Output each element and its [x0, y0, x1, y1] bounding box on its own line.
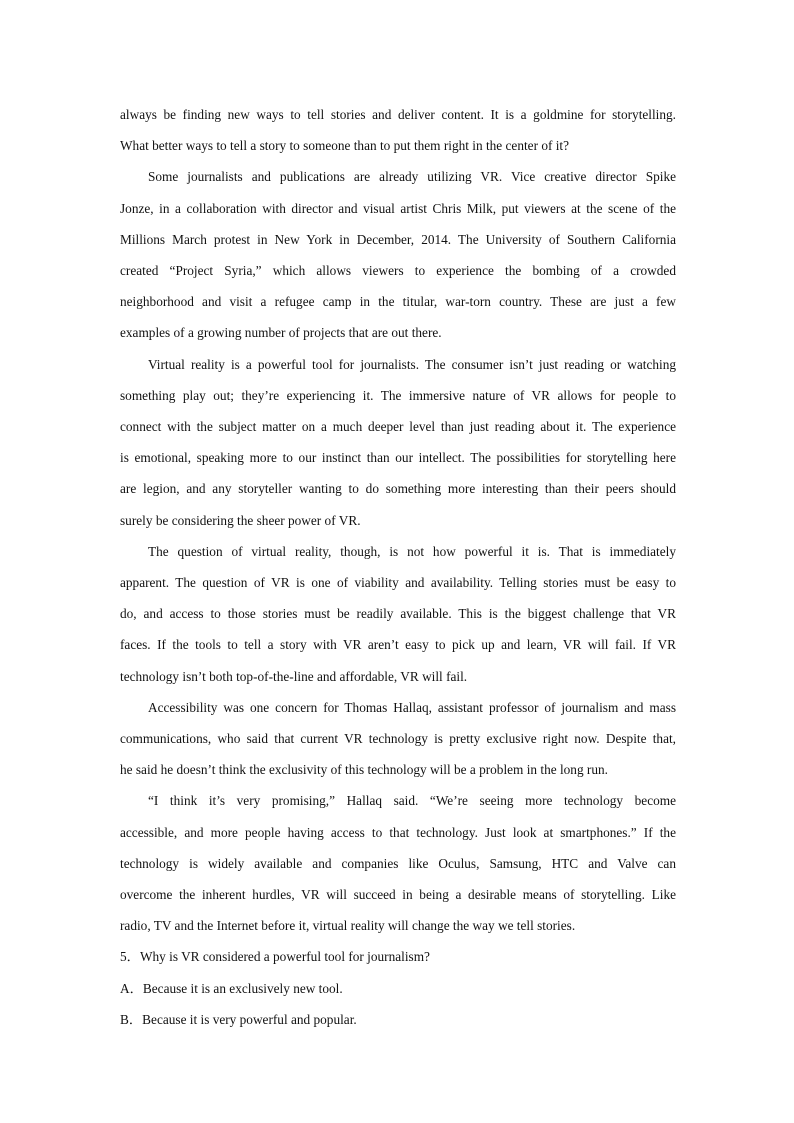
- text-line: overcome the inherent hurdles, VR will succeed in being a desirable means of storytelling. Like: [120, 887, 676, 903]
- text-line: “I think it’s very promising,” Hallaq said. “We’re seeing more technology become: [148, 793, 676, 809]
- option-letter: B．: [120, 1011, 143, 1027]
- text-line: Virtual reality is a powerful tool for journalists. The consumer isn’t just reading or watching: [148, 356, 676, 372]
- question-5: [120, 941, 676, 972]
- article-paragraph: [120, 99, 676, 161]
- article-paragraph: [120, 785, 676, 941]
- text-line: created “Project Syria,” which allows viewers to experience the bombing of a crowded: [120, 263, 676, 279]
- article-body: [120, 99, 676, 1035]
- text-line: The question of virtual reality, though, is not how powerful it is. That is immediately: [148, 543, 676, 559]
- text-line: examples of a growing number of projects that are out there.: [120, 325, 442, 341]
- text-line: connect with the subject matter on a much deeper level than just reading about it. The experience: [120, 419, 676, 435]
- text-line: Some journalists and publications are already utilizing VR. Vice creative director Spike: [148, 169, 676, 185]
- text-line: always be finding new ways to tell stories and deliver content. It is a goldmine for storytelling.: [120, 107, 676, 122]
- text-line: Jonze, in a collaboration with director and visual artist Chris Milk, put viewers at the scene of the: [120, 200, 676, 216]
- text-line: something play out; they’re experiencing it. The immersive nature of VR allows for people to: [120, 387, 676, 403]
- text-line: do, and access to those stories must be readily available. This is the biggest challenge that VR: [120, 606, 676, 622]
- article-paragraph: [120, 161, 676, 348]
- option-text: Because it is very powerful and popular.: [142, 1011, 357, 1027]
- text-line: is emotional, speaking more to our instinct than our intellect. The possibilities for storytelling here: [120, 450, 676, 466]
- text-line: accessible, and more people having access to that technology. Just look at smartphones.” If the: [120, 824, 676, 840]
- text-line: technology isn’t both top-of-the-line and affordable, VR will fail.: [120, 668, 468, 684]
- text-line: Accessibility was one concern for Thomas Hallaq, assistant professor of journalism and mass: [148, 699, 676, 715]
- option-text: Because it is an exclusively new tool.: [142, 980, 343, 996]
- answer-option-a: [120, 973, 676, 1004]
- question-number: 5．: [120, 949, 140, 965]
- text-line: radio, TV and the Internet before it, virtual reality will change the way we tell stories.: [120, 918, 576, 934]
- text-line: neighborhood and visit a refugee camp in the titular, war-torn country. These are just a few: [120, 294, 676, 310]
- text-line: technology is widely available and companies like Oculus, Samsung, HTC and Valve can: [120, 855, 676, 871]
- text-line: communications, who said that current VR technology is pretty exclusive right now. Despite that,: [120, 731, 676, 747]
- text-line: he said he doesn’t think the exclusivity of this technology will be a problem in the long run.: [120, 762, 608, 778]
- answer-option-b: [120, 1004, 676, 1035]
- text-line: Millions March protest in New York in December, 2014. The University of Southern California: [120, 231, 676, 247]
- text-line: What better ways to tell a story to someone than to put them right in the center of it?: [120, 138, 570, 154]
- option-letter: A．: [120, 980, 143, 996]
- text-line: faces. If the tools to tell a story with VR aren’t easy to pick up and learn, VR will fail. If VR: [120, 637, 676, 653]
- question-text: Why is VR considered a powerful tool for journalism?: [139, 949, 430, 965]
- article-paragraph: [120, 536, 676, 692]
- text-line: surely be considering the sheer power of VR.: [120, 512, 361, 528]
- text-line: are legion, and any storyteller wanting to do something more interesting than their peers should: [120, 481, 676, 497]
- article-paragraph: [120, 692, 676, 786]
- text-line: apparent. The question of VR is one of viability and availability. Telling stories must be easy to: [120, 575, 676, 591]
- article-paragraph: [120, 349, 676, 536]
